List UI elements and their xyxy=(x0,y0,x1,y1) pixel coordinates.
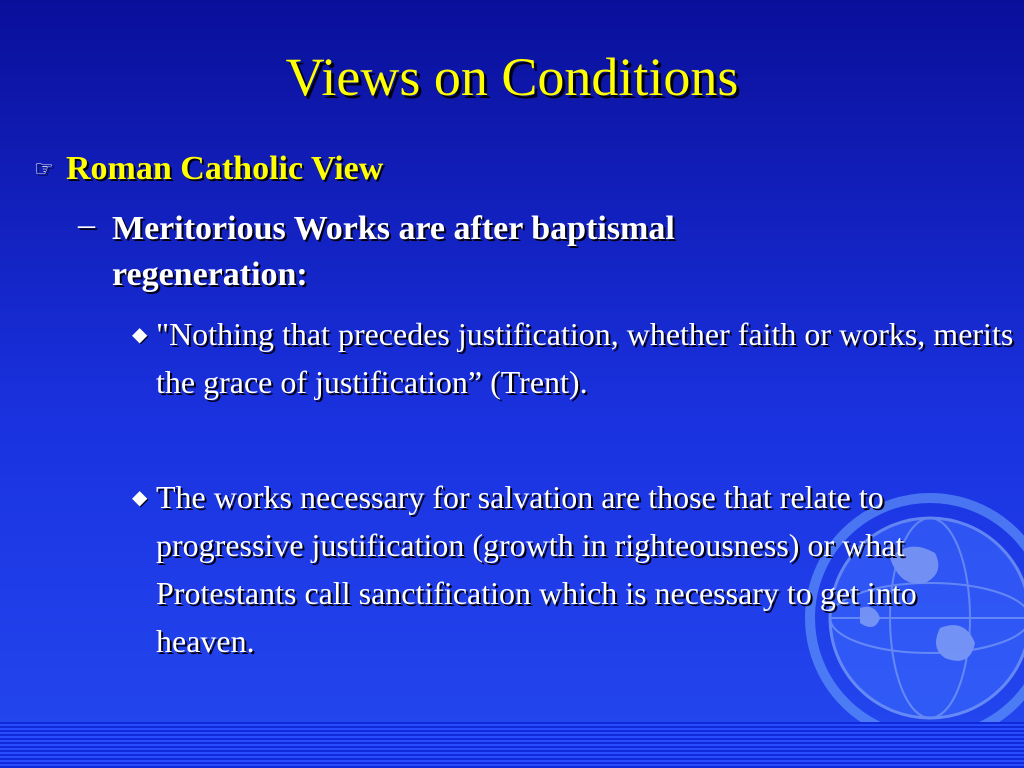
diamond-bullet-icon: ◆ xyxy=(132,487,148,509)
bullet-level3-works: The works necessary for salvation are those that relate to progressive justification (growth in righteousness) or what Protestants call sanctification which is necessary to get into heaven. xyxy=(156,479,917,659)
diamond-bullet-icon: ◆ xyxy=(132,324,148,346)
slide-title: Views on Conditions xyxy=(285,47,739,107)
bullet-level3-quote: "Nothing that precedes justification, whether faith or works, merits the grace of justification” (Trent). xyxy=(156,316,1014,400)
pointing-hand-icon: ☞ xyxy=(34,156,54,181)
bullet-level1: Roman Catholic View xyxy=(66,150,384,187)
dash-bullet: – xyxy=(78,206,95,243)
bullet-level2: Meritorious Works are after baptismal regeneration: xyxy=(112,210,675,293)
bottom-band xyxy=(0,722,1024,768)
